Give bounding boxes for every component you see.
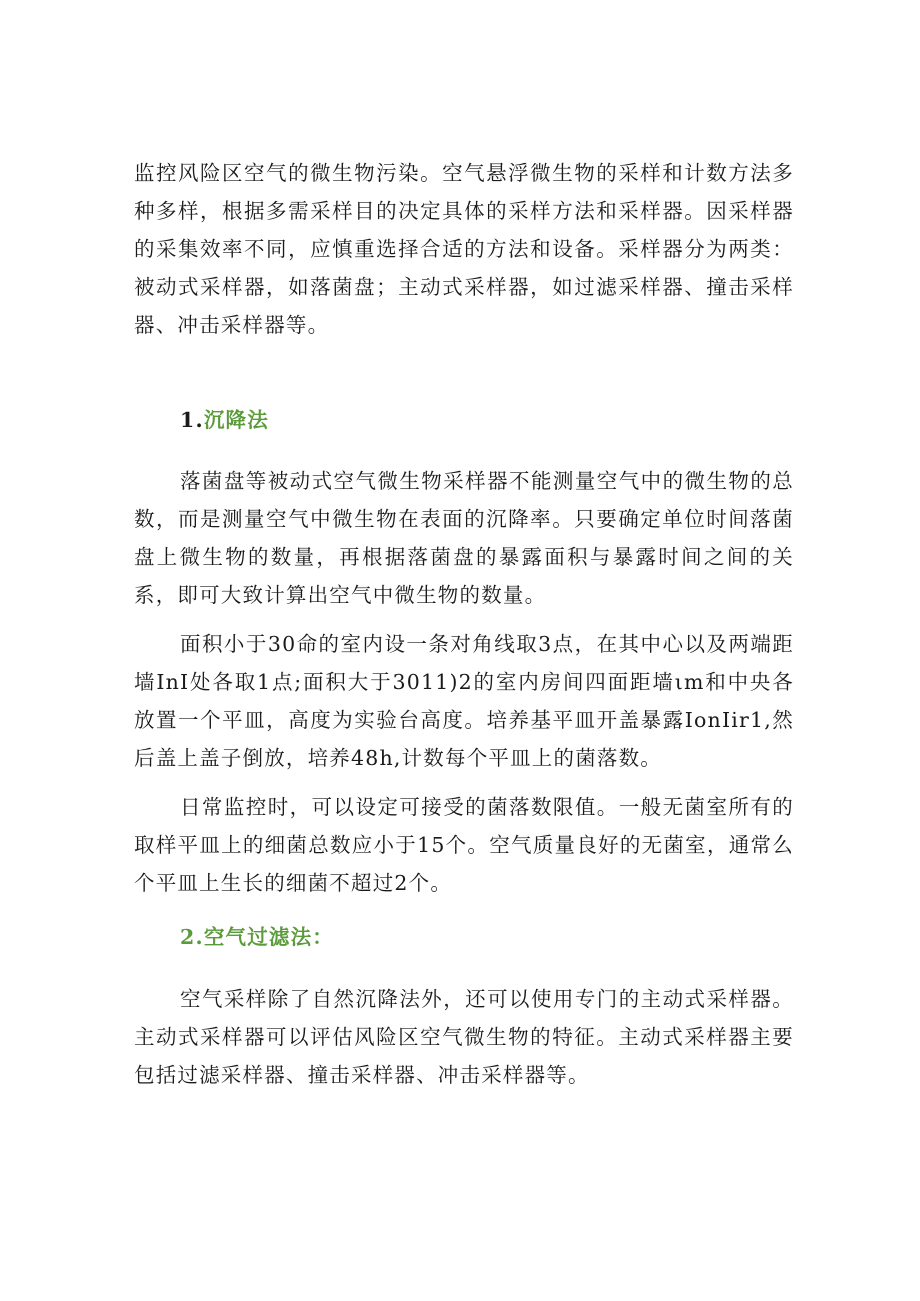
- section-heading-2: [180, 922, 334, 952]
- section-heading-1: [180, 405, 269, 435]
- intro-paragraph: 监控风险区空气的微生物污染。空气悬浮微生物的采样和计数方法多种多样，根据多需采样目的决定具体的采样方法和采样器。因采样器的采集效率不同，应慎重选择合适的方法和设备。采样器分为两类：被动式采样器，如落菌盘；主动式采样器，如过滤采样器、撞击采样器、冲击采样器等。: [134, 161, 794, 337]
- settle-plate-paragraph: 落菌盘等被动式空气微生物采样器不能测量空气中的微生物的总数，而是测量空气中微生物在表面的沉降率。只要确定单位时间落菌盘上微生物的数量，再根据落菌盘的暴露面积与暴露时间之间的关系，即可大致计算出空气中微生物的数量。: [134, 469, 794, 607]
- section-heading-2-title: 空气过滤法：: [203, 925, 335, 949]
- active-sampling-paragraph: 空气采样除了自然沉降法外，还可以使用专门的主动式采样器。主动式采样器可以评估风险区空气微生物的特征。主动式采样器主要包括过滤采样器、撞击采样器、冲击采样器等。: [134, 987, 794, 1087]
- section-heading-1-title: 沉降法: [203, 408, 269, 432]
- section-heading-1-number: 1.: [180, 408, 204, 432]
- daily-monitoring-paragraph: 日常监控时，可以设定可接受的菌落数限值。一般无菌室所有的取样平皿上的细菌总数应小于15个。空气质量良好的无菌室，通常么个平皿上生长的细菌不超过2个。: [134, 795, 794, 895]
- section-heading-2-number: 2.: [180, 925, 204, 949]
- sampling-points-paragraph: 面积小于30命的室内设一条对角线取3点，在其中心以及两端距墙InI处各取1点;面积大于3011)2的室内房间四面距墙ιm和中央各放置一个平皿，高度为实验台高度。培养基平皿开盖暴露IonIir1,然后盖上盖子倒放，培养48h,计数每个平皿上的菌落数。: [134, 632, 794, 770]
